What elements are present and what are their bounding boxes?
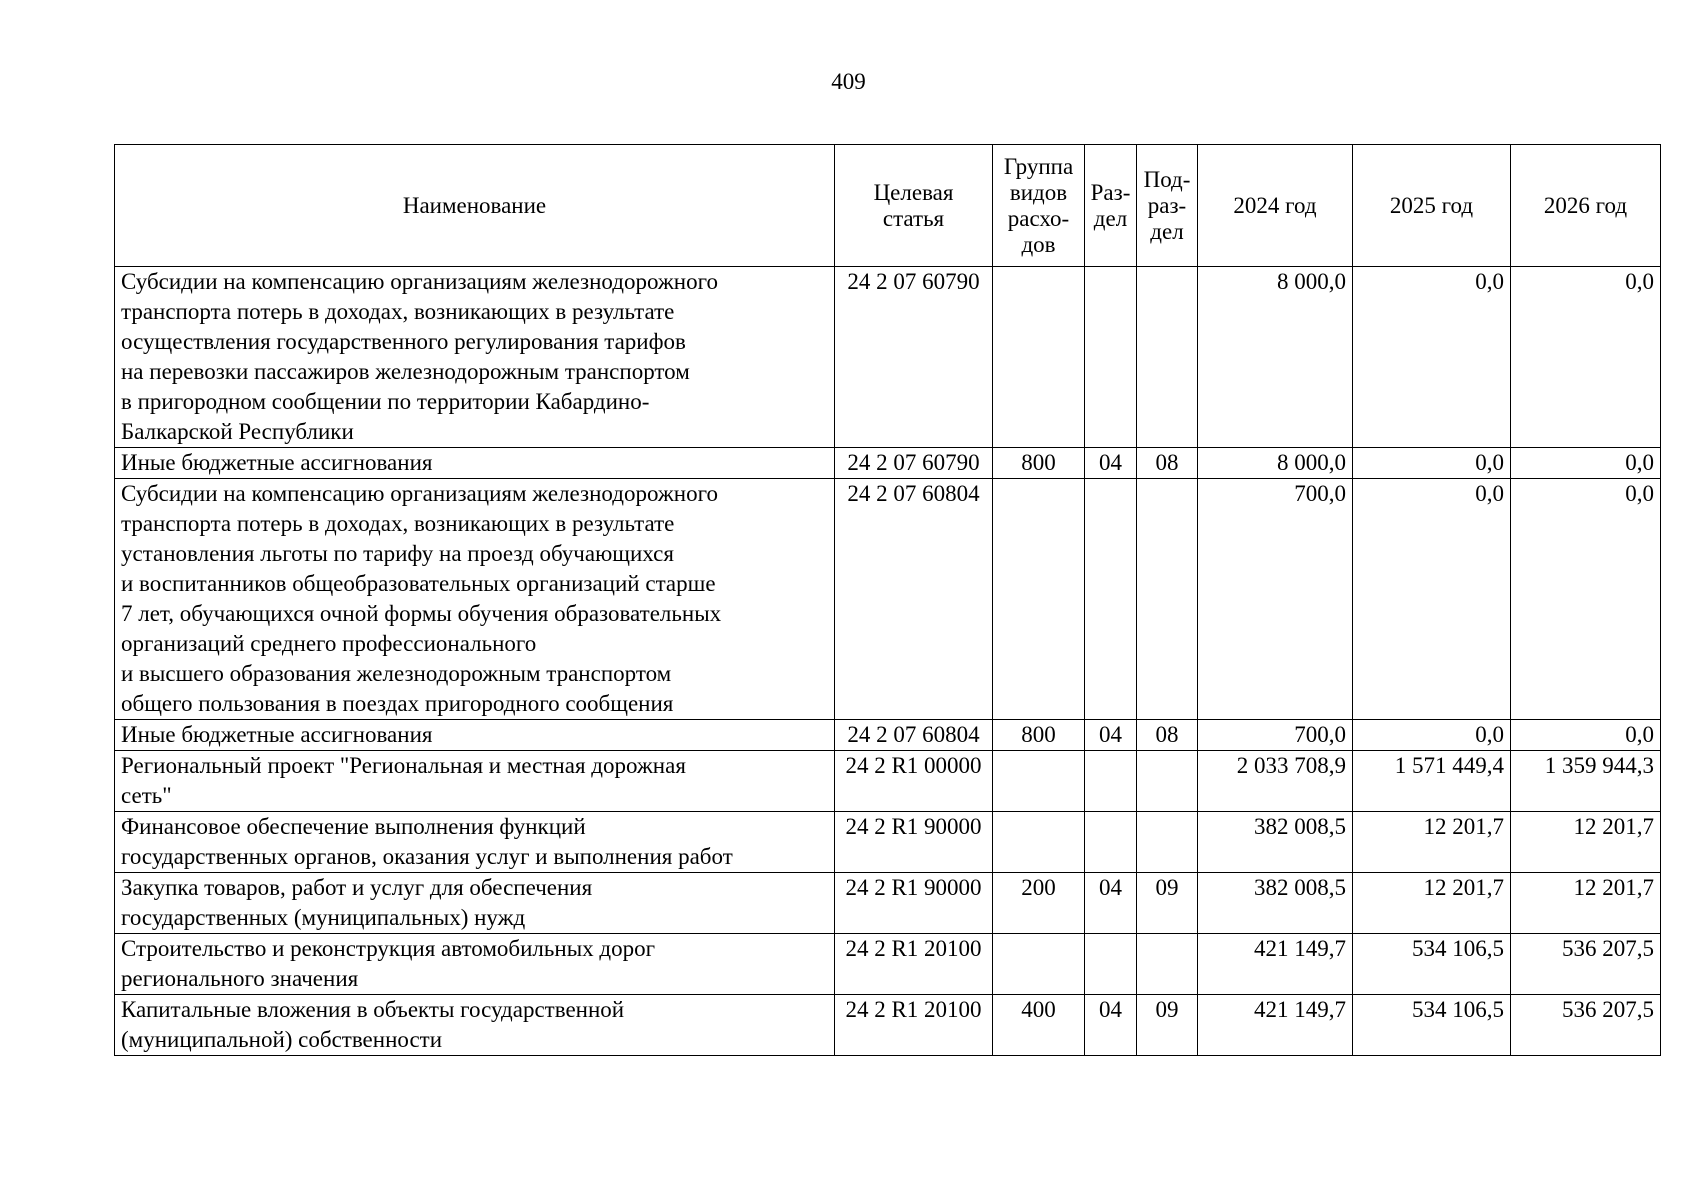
table-row: [115, 873, 1661, 934]
cell-name: [115, 995, 835, 1056]
cell-2026: 12 201,7: [1511, 873, 1661, 934]
cell-expense-group: 800: [993, 720, 1085, 751]
header-section-line: Раз-: [1090, 179, 1131, 205]
cell-name-line: регионального значения: [121, 966, 359, 991]
cell-name: [115, 812, 835, 873]
header-subsection-line: дел: [1150, 218, 1184, 244]
cell-2025: 12 201,7: [1353, 873, 1511, 934]
header-expense-group: [993, 145, 1085, 267]
cell-subsection: [1137, 751, 1198, 812]
cell-section: [1085, 812, 1137, 873]
header-2024: 2024 год: [1198, 145, 1353, 267]
cell-2024: 382 008,5: [1198, 873, 1353, 934]
cell-2026: 0,0: [1511, 448, 1661, 479]
cell-name-line: общего пользования в поездах пригородного сообщения: [121, 691, 674, 716]
cell-subsection: [1137, 934, 1198, 995]
cell-name: [115, 751, 835, 812]
cell-name-line: Капитальные вложения в объекты государственной: [121, 997, 625, 1022]
cell-name-line: Субсидии на компенсацию организациям железнодорожного: [121, 481, 718, 506]
header-name: Наименование: [115, 145, 835, 267]
cell-name-line: организаций среднего профессионального: [121, 631, 537, 656]
cell-target-article: 24 2 R1 20100: [835, 995, 993, 1056]
cell-2024: 382 008,5: [1198, 812, 1353, 873]
table-row: [115, 934, 1661, 995]
cell-name-line: Иные бюджетные ассигнования: [121, 722, 433, 747]
cell-name-line: Иные бюджетные ассигнования: [121, 450, 433, 475]
cell-name-line: установления льготы по тарифу на проезд обучающихся: [121, 541, 674, 566]
cell-name: [115, 267, 835, 448]
cell-name: [115, 934, 835, 995]
cell-name-line: на перевозки пассажиров железнодорожным транспортом: [121, 359, 690, 384]
header-section-line: дел: [1093, 205, 1128, 231]
cell-section: [1085, 934, 1137, 995]
cell-name-line: транспорта потерь в доходах, возникающих в результате: [121, 299, 675, 324]
cell-2024: 421 149,7: [1198, 934, 1353, 995]
cell-2024: 700,0: [1198, 720, 1353, 751]
cell-2026: 536 207,5: [1511, 934, 1661, 995]
cell-section: 04: [1085, 995, 1137, 1056]
cell-2025: 534 106,5: [1353, 995, 1511, 1056]
cell-subsection: 08: [1137, 720, 1198, 751]
cell-section: 04: [1085, 720, 1137, 751]
header-group-line: видов: [1009, 179, 1068, 205]
table-row: [115, 995, 1661, 1056]
header-target-article: [835, 145, 993, 267]
cell-2026: 12 201,7: [1511, 812, 1661, 873]
cell-name-line: Субсидии на компенсацию организациям железнодорожного: [121, 269, 718, 294]
table-row: [115, 720, 1661, 751]
cell-target-article: 24 2 R1 00000: [835, 751, 993, 812]
cell-target-article: 24 2 R1 20100: [835, 934, 993, 995]
table-row: [115, 812, 1661, 873]
cell-expense-group: [993, 934, 1085, 995]
cell-name-line: Финансовое обеспечение выполнения функций: [121, 814, 586, 839]
cell-2024: 421 149,7: [1198, 995, 1353, 1056]
header-group-line: расхо-: [1007, 205, 1070, 231]
cell-name-line: Строительство и реконструкция автомобильных дорог: [121, 936, 656, 961]
cell-target-article: 24 2 07 60804: [835, 479, 993, 720]
table-row: [115, 267, 1661, 448]
cell-name-line: сеть": [121, 783, 172, 808]
cell-2026: 0,0: [1511, 267, 1661, 448]
header-target-line: Целевая: [873, 179, 954, 205]
cell-name-line: (муниципальной) собственности: [121, 1027, 443, 1052]
header-group-line: Группа: [1003, 153, 1074, 179]
page-number: 409: [831, 69, 866, 94]
header-target-line: статья: [882, 205, 945, 231]
cell-expense-group: 400: [993, 995, 1085, 1056]
cell-2025: 0,0: [1353, 267, 1511, 448]
cell-target-article: 24 2 07 60804: [835, 720, 993, 751]
cell-2025: 0,0: [1353, 479, 1511, 720]
cell-name-line: в пригородном сообщении по территории Кабардино-: [121, 389, 650, 414]
cell-2024: 8 000,0: [1198, 448, 1353, 479]
cell-section: 04: [1085, 873, 1137, 934]
cell-expense-group: [993, 479, 1085, 720]
cell-name-line: транспорта потерь в доходах, возникающих в результате: [121, 511, 675, 536]
cell-2024: 2 033 708,9: [1198, 751, 1353, 812]
cell-name-line: и высшего образования железнодорожным транспортом: [121, 661, 672, 686]
header-subsection-line: раз-: [1147, 192, 1187, 218]
cell-subsection: 08: [1137, 448, 1198, 479]
cell-2026: 536 207,5: [1511, 995, 1661, 1056]
cell-subsection: [1137, 812, 1198, 873]
cell-expense-group: 800: [993, 448, 1085, 479]
cell-2025: 12 201,7: [1353, 812, 1511, 873]
cell-name-line: государственных органов, оказания услуг и выполнения работ: [121, 844, 733, 869]
cell-2026: 0,0: [1511, 479, 1661, 720]
cell-section: 04: [1085, 448, 1137, 479]
cell-target-article: 24 2 R1 90000: [835, 812, 993, 873]
cell-subsection: 09: [1137, 873, 1198, 934]
table-row: [115, 751, 1661, 812]
cell-subsection: 09: [1137, 995, 1198, 1056]
cell-subsection: [1137, 479, 1198, 720]
header-group-line: дов: [1021, 231, 1056, 257]
cell-2024: 8 000,0: [1198, 267, 1353, 448]
cell-2025: 534 106,5: [1353, 934, 1511, 995]
cell-expense-group: [993, 751, 1085, 812]
header-subsection-line: Под-: [1143, 166, 1191, 192]
cell-2025: 0,0: [1353, 720, 1511, 751]
header-section: [1085, 145, 1137, 267]
cell-section: [1085, 479, 1137, 720]
cell-target-article: 24 2 07 60790: [835, 448, 993, 479]
cell-2026: 1 359 944,3: [1511, 751, 1661, 812]
cell-2024: 700,0: [1198, 479, 1353, 720]
cell-name-line: осуществления государственного регулирования тарифов: [121, 329, 686, 354]
cell-name-line: государственных (муниципальных) нужд: [121, 905, 526, 930]
cell-name: [115, 873, 835, 934]
cell-name: [115, 479, 835, 720]
cell-name: [115, 720, 835, 751]
cell-subsection: [1137, 267, 1198, 448]
cell-target-article: 24 2 R1 90000: [835, 873, 993, 934]
cell-section: [1085, 751, 1137, 812]
cell-expense-group: 200: [993, 873, 1085, 934]
header-row: [115, 145, 1661, 267]
table-row: [115, 479, 1661, 720]
cell-2025: 0,0: [1353, 448, 1511, 479]
cell-name-line: Балкарской Республики: [121, 419, 354, 444]
cell-section: [1085, 267, 1137, 448]
header-subsection: [1137, 145, 1198, 267]
cell-name-line: и воспитанников общеобразовательных организаций старше: [121, 571, 716, 596]
cell-expense-group: [993, 812, 1085, 873]
cell-2026: 0,0: [1511, 720, 1661, 751]
table-row: [115, 448, 1661, 479]
cell-name-line: Закупка товаров, работ и услуг для обеспечения: [121, 875, 593, 900]
cell-2025: 1 571 449,4: [1353, 751, 1511, 812]
cell-name: [115, 448, 835, 479]
cell-name-line: 7 лет, обучающихся очной формы обучения образовательных: [121, 601, 722, 626]
budget-table: [114, 144, 1661, 1056]
cell-expense-group: [993, 267, 1085, 448]
header-2026: 2026 год: [1511, 145, 1661, 267]
table-body: [115, 267, 1661, 1056]
cell-target-article: 24 2 07 60790: [835, 267, 993, 448]
header-2025: 2025 год: [1353, 145, 1511, 267]
cell-name-line: Региональный проект "Региональная и местная дорожная: [121, 753, 686, 778]
